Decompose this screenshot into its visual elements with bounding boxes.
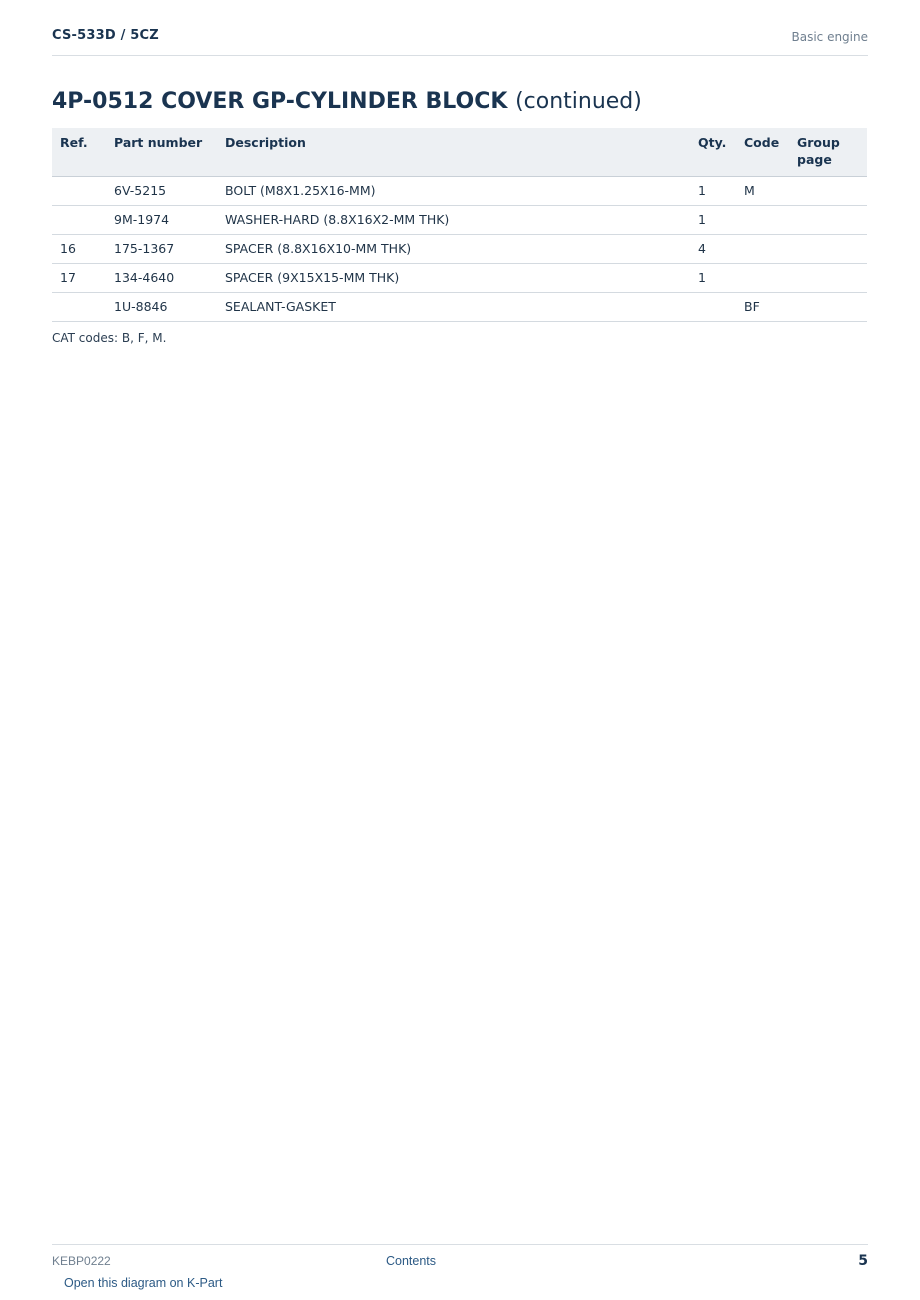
cell-group-page (789, 206, 867, 235)
cell-group-page (789, 264, 867, 293)
cell-group-page (789, 235, 867, 264)
parts-table (52, 128, 867, 322)
cell-part-number: 9M-1974 (106, 206, 217, 235)
cell-qty: 1 (690, 264, 736, 293)
header-row (52, 128, 867, 177)
cat-codes-note: CAT codes: B, F, M. (52, 331, 167, 345)
page-number: 5 (858, 1253, 868, 1269)
cell-part-number: 175-1367 (106, 235, 217, 264)
column-header-part-number: Part number (106, 128, 217, 177)
document-id: CS-533D / 5CZ (52, 28, 159, 43)
page-footer (52, 1244, 868, 1275)
table-row (52, 177, 867, 206)
cell-group-page (789, 293, 867, 322)
cell-ref (52, 293, 106, 322)
column-header-ref: Ref. (52, 128, 106, 177)
cell-ref (52, 177, 106, 206)
cell-code: M (736, 177, 789, 206)
document-code: KEBP0222 (52, 1254, 111, 1268)
cell-ref: 16 (52, 235, 106, 264)
column-header-group-page: Group page (789, 128, 867, 177)
cell-code (736, 206, 789, 235)
section-name: Basic engine (791, 30, 868, 44)
open-diagram-link[interactable]: Open this diagram on K-Part (64, 1276, 223, 1290)
cell-part-number: 6V-5215 (106, 177, 217, 206)
cell-part-number: 134-4640 (106, 264, 217, 293)
cell-qty (690, 293, 736, 322)
cell-qty: 1 (690, 206, 736, 235)
cell-description: SEALANT-GASKET (217, 293, 690, 322)
page-title (52, 89, 642, 114)
cell-description: SPACER (9X15X15-MM THK) (217, 264, 690, 293)
cell-description: BOLT (M8X1.25X16-MM) (217, 177, 690, 206)
page-header (52, 28, 868, 56)
cell-group-page (789, 177, 867, 206)
column-header-qty: Qty. (690, 128, 736, 177)
cell-qty: 4 (690, 235, 736, 264)
cell-qty: 1 (690, 177, 736, 206)
table-row (52, 235, 867, 264)
title-main: 4P-0512 COVER GP-CYLINDER BLOCK (52, 89, 508, 114)
cell-description: SPACER (8.8X16X10-MM THK) (217, 235, 690, 264)
cell-code (736, 235, 789, 264)
cell-part-number: 1U-8846 (106, 293, 217, 322)
column-header-description: Description (217, 128, 690, 177)
table-header (52, 128, 867, 177)
table-row (52, 293, 867, 322)
column-header-code: Code (736, 128, 789, 177)
table-row (52, 264, 867, 293)
table-row (52, 206, 867, 235)
table-body (52, 177, 867, 322)
cell-ref: 17 (52, 264, 106, 293)
cell-code: BF (736, 293, 789, 322)
title-suffix: (continued) (515, 89, 642, 114)
cell-code (736, 264, 789, 293)
cell-description: WASHER-HARD (8.8X16X2-MM THK) (217, 206, 690, 235)
contents-link[interactable]: Contents (386, 1254, 437, 1268)
cell-ref (52, 206, 106, 235)
